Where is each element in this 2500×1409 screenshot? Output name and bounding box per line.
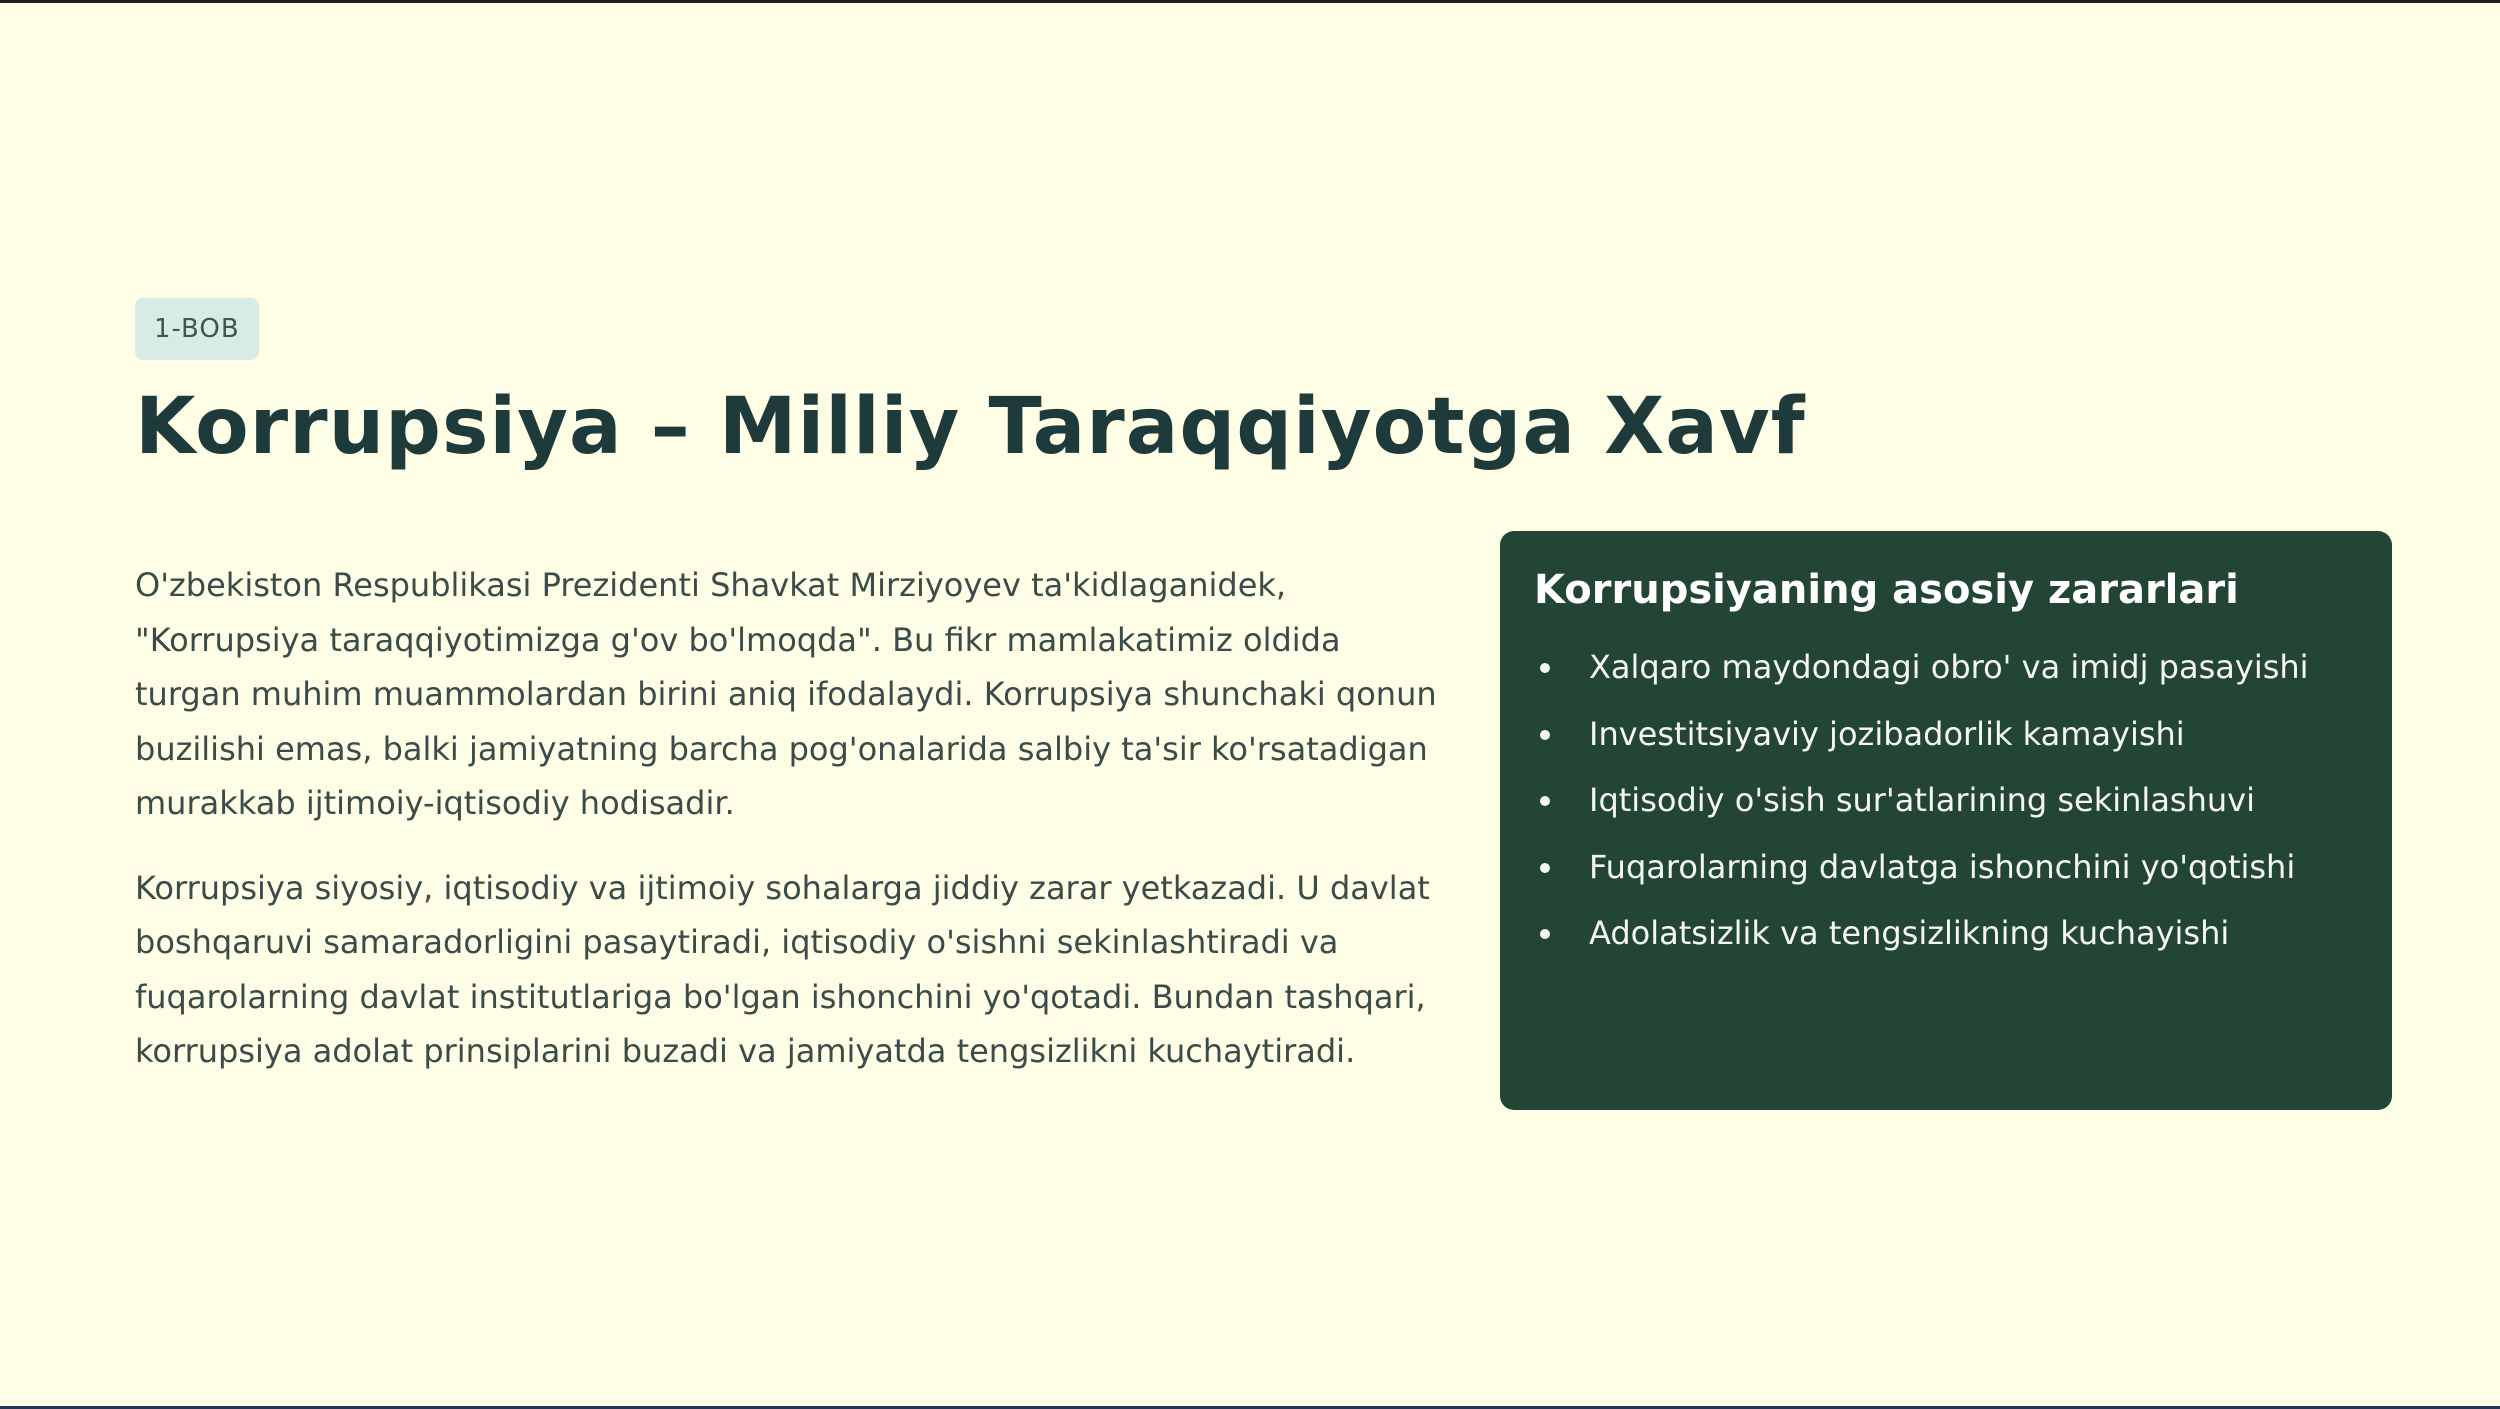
- bullet-icon: [1540, 663, 1550, 673]
- list-item: [1534, 643, 2358, 691]
- bullet-icon: [1540, 929, 1550, 939]
- harms-card: [1500, 531, 2392, 1110]
- list-item-text: Adolatsizlik va tengsizlikning kuchayishi: [1589, 914, 2230, 952]
- bullet-icon: [1540, 863, 1550, 873]
- list-item: [1534, 843, 2358, 891]
- harms-list: [1534, 643, 2358, 957]
- bullet-icon: [1540, 730, 1550, 740]
- body-text: [135, 558, 1455, 1109]
- list-item-text: Fuqarolarning davlatga ishonchini yo'qotishi: [1589, 847, 2296, 886]
- body-paragraph: O'zbekiston Respublikasi Prezidenti Shavkat Mirziyoyev ta'kidlaganidek, "Korrupsiya taraqqiyotimizga g'ov bo'lmoqda". Bu fikr mamlakatimiz oldida turgan muhim muammolardan birini aniq ifodalaydi. Korrupsiya shunchaki qonun buzilishi emas, balki jamiyatning barcha pog'onalarida salbiy ta'sir ko'rsatadigan murakkab ijtimoiy-iqtisodiy hodisadir.: [135, 566, 1437, 822]
- list-item: [1534, 909, 2358, 957]
- list-item: [1534, 710, 2358, 758]
- list-item: [1534, 776, 2358, 824]
- bullet-icon: [1540, 796, 1550, 806]
- list-item-text: Investitsiyaviy jozibadorlik kamayishi: [1589, 714, 2185, 753]
- page-title: Korrupsiya – Milliy Taraqqiyotga Xavf: [135, 382, 1806, 472]
- list-item-text: Iqtisodiy o'sish sur'atlarining sekinlashuvi: [1589, 781, 2255, 819]
- harms-card-heading: Korrupsiyaning asosiy zararlari: [1534, 567, 2239, 613]
- list-item-text: Xalqaro maydondagi obro' va imidj pasayishi: [1589, 648, 2309, 686]
- body-paragraph: Korrupsiya siyosiy, iqtisodiy va ijtimoiy sohalarga jiddiy zarar yetkazadi. U davlat boshqaruvi samaradorligini pasaytiradi, iqtisodiy o'sishni sekinlashtiradi va fuqarolarning davlat institutlariga bo'lgan ishonchini yo'qotadi. Bundan tashqari, korrupsiya adolat prinsiplarini buzadi va jamiyatda tengsizlikni kuchaytiradi.: [135, 868, 1430, 1070]
- top-border: [0, 0, 2500, 3]
- chapter-badge: 1-BOB: [135, 298, 259, 360]
